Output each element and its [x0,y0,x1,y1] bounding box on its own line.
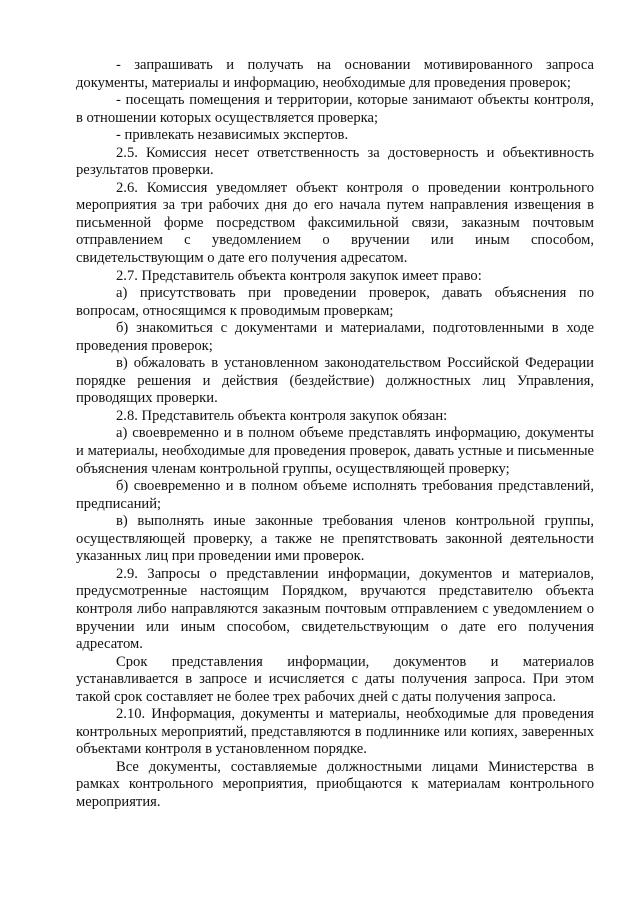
paragraph-2-7: 2.7. Представитель объекта контроля закупок имеет право: [116,267,482,284]
paragraph-deadline: Срок представления информации, документов и материалов устанавливается в запросе и исчисляется с даты получения запроса. При этом такой срок составляет не более трех рабочих дней с даты получения запроса. [76,653,594,705]
paragraph-2-8-b: б) своевременно и в полном объеме исполнять требования представлений, предписаний; [76,478,594,512]
document-body [76,57,594,812]
paragraph-2-8-c: в) выполнять иные законные требования членов контрольной группы, осуществляющей проверку, а также не препятствовать законной деятельности указанных лиц при проведении ими проверок. [76,513,594,565]
paragraph-2-7-c: в) обжаловать в установленном законодательством Российской Федерации порядке решения и действия (бездействие) должностных лиц Управления, проводящих проверки. [76,355,594,407]
paragraph-2-5: 2.5. Комиссия несет ответственность за достоверность и объективность результатов проверки. [76,144,594,179]
paragraph-visit-premises: - посещать помещения и территории, которые занимают объекты контроля, в отношении которых осуществляется проверка; [76,92,594,126]
paragraph-2-7-b: б) знакомиться с документами и материалами, подготовленными в ходе проведения проверок; [76,320,594,354]
paragraph-all-documents: Все документы, составляемые должностными лицами Министерства в рамках контрольного мероприятия, приобщаются к материалам контрольного мероприятия. [76,758,594,810]
paragraph-2-6: 2.6. Комиссия уведомляет объект контроля о проведении контрольного мероприятия за три рабочих дня до его начала путем направления извещения в письменной форме посредством факсимильной связи, заказным почтовым отправлением с уведомлением о вручении или иным способом, свидетельствующим о дате его получения адресатом. [76,179,594,267]
paragraph-2-10: 2.10. Информация, документы и материалы, необходимые для проведения контрольных мероприятий, представляются в подлиннике или копиях, заверенных объектами контроля в установленном порядке. [76,706,594,758]
paragraph-2-9: 2.9. Запросы о представлении информации, документов и материалов, предусмотренные настоящим Порядком, вручаются представителю объекта контроля либо направляются заказным почтовым отправлением с уведомлением о вручении или иным способом, свидетельствующим о дате его получения адресатом. [76,565,594,653]
paragraph-2-8: 2.8. Представитель объекта контроля закупок обязан: [116,407,448,424]
paragraph-2-8-a: а) своевременно и в полном объеме представлять информацию, документы и материалы, необходимые для проведения проверок, давать устные и письменные объяснения членам контрольной группы, осуществляющей проверку; [76,425,594,477]
paragraph-experts: - привлекать независимых экспертов. [116,127,349,144]
paragraph-2-7-a: а) присутствовать при проведении проверок, давать объяснения по вопросам, относящимся к проводимым проверкам; [76,285,594,319]
paragraph-request-documents: - запрашивать и получать на основании мотивированного запроса документы, материалы и информацию, необходимые для проведения проверок; [76,57,594,91]
